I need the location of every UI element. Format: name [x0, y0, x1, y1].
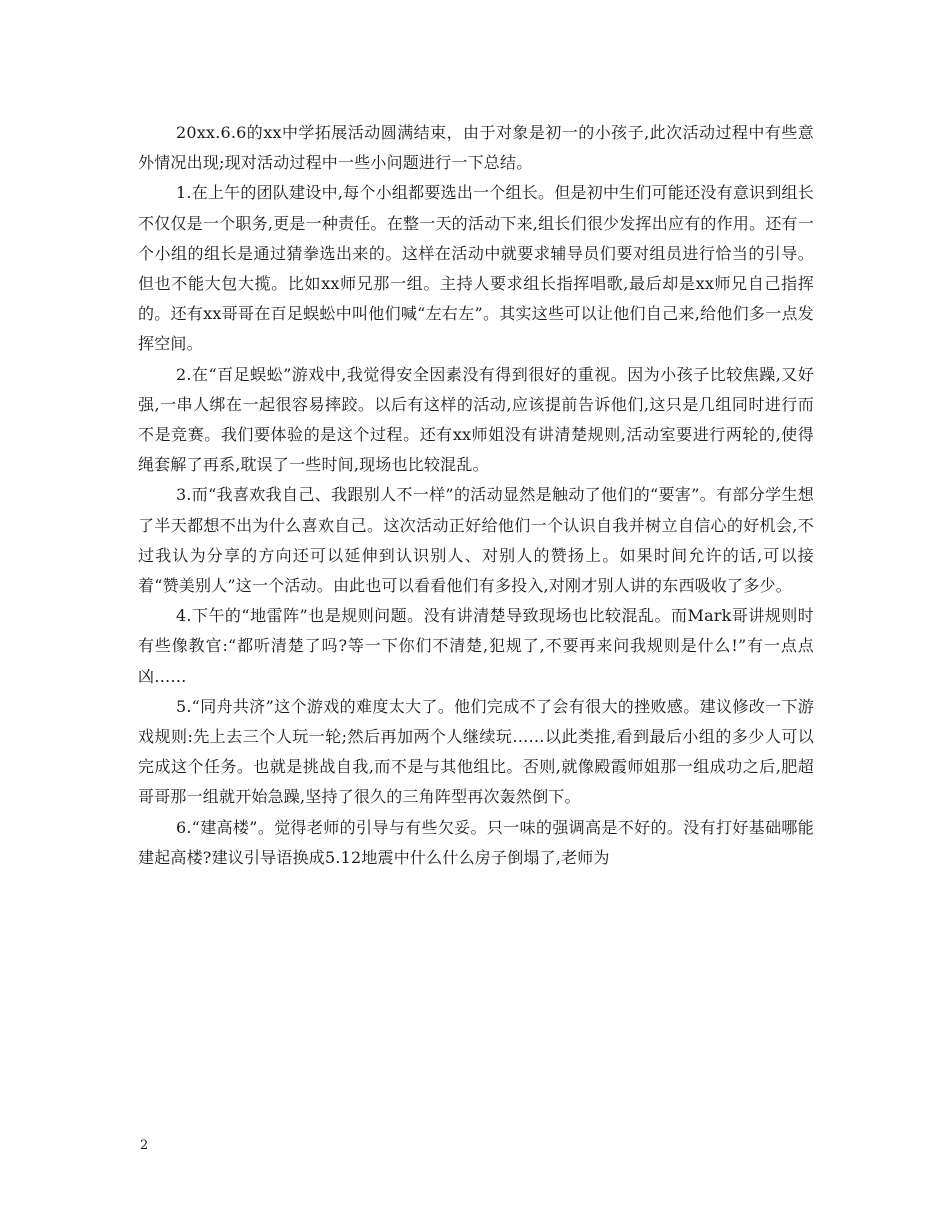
- paragraph-item-4: 4.下午的“地雷阵”也是规则问题。没有讲清楚导致现场也比较混乱。而Mark哥讲规则时有些像教官:“都听清楚了吗?等一下你们不清楚,犯规了,不要再来问我规则是什么!”有一点点凶……: [138, 606, 814, 686]
- paragraph-intro: 20xx.6.6的xx中学拓展活动圆满结束，由于对象是初一的小孩子,此次活动过程中有些意外情况出现;现对活动过程中一些小问题进行一下总结。: [138, 123, 814, 173]
- paragraph-item-6: 6.“建高楼”。觉得老师的引导与有些欠妥。只一味的强调高是不好的。没有打好基础哪能建起高楼?建议引导语换成5.12地震中什么什么房子倒塌了,老师为: [138, 817, 814, 867]
- paragraph-item-1: 1.在上午的团队建设中,每个小组都要选出一个组长。但是初中生们可能还没有意识到组长不仅仅是一个职务,更是一种责任。在整一天的活动下来,组长们很少发挥出应有的作用。还有一个小组的组长是通过猜拳选出来的。这样在活动中就要求辅导员们要对组员进行恰当的引导。但也不能大包大揽。比如xx师兄那一组。主持人要求组长指挥唱歌,最后却是xx师兄自己指挥的。还有xx哥哥在百足蜈蚣中叫他们喊“左右左”。其实这些可以让他们自己来,给他们多一点发挥空间。: [138, 183, 814, 354]
- page-number: 2: [140, 1138, 149, 1153]
- document-body: [138, 118, 814, 873]
- paragraph-item-2: 2.在“百足蜈蚣”游戏中,我觉得安全因素没有得到很好的重视。因为小孩子比较焦躁,又好强,一串人绑在一起很容易摔跤。以后有这样的活动,应该提前告诉他们,这只是几组同时进行而不是竞赛。我们要体验的是这个过程。还有xx师姐没有讲清楚规则,活动室要进行两轮的,使得绳套解了再系,耽误了一些时间,现场也比较混乱。: [138, 364, 814, 475]
- paragraph-item-3: 3.而“我喜欢我自己、我跟别人不一样”的活动显然是触动了他们的“要害”。有部分学生想了半天都想不出为什么喜欢自己。这次活动正好给他们一个认识自我并树立自信心的好机会,不过我认为分享的方向还可以延伸到认识别人、对别人的赞扬上。如果时间允许的话,可以接着“赞美别人”这一个活动。由此也可以看看他们有多投入,对刚才别人讲的东西吸收了多少。: [138, 485, 814, 596]
- paragraph-item-5: 5.“同舟共济”这个游戏的难度太大了。他们完成不了会有很大的挫败感。建议修改一下游戏规则:先上去三个人玩一轮;然后再加两个人继续玩……以此类推,看到最后小组的多少人可以完成这个任务。也就是挑战自我,而不是与其他组比。否则,就像殿霞师姐那一组成功之后,肥超哥哥那一组就开始急躁,坚持了很久的三角阵型再次轰然倒下。: [138, 696, 814, 807]
